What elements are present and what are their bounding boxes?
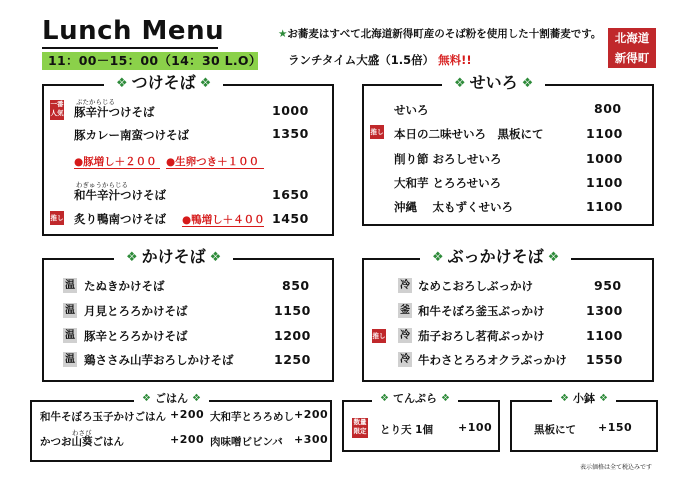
star-icon: ★ (278, 28, 288, 40)
menu-item-name: 茄子おろし茗荷ぶっかけ (418, 329, 545, 343)
hot-badge: 温 (65, 354, 75, 365)
menu-item-name: 炙り鴨南つけそば (74, 212, 166, 226)
tax-footnote: 表示価格は全て税込みです (579, 464, 652, 471)
cold-badge: 冷 (400, 280, 410, 291)
menu-item-price: 1100 (586, 126, 623, 141)
menu-item-price: 850 (282, 278, 310, 293)
menu-item-price: 950 (594, 278, 622, 293)
gohan-title: ごはん (154, 392, 188, 405)
menu-item-price: 1200 (274, 328, 311, 343)
diamond-cluster-icon: ❖ (454, 75, 466, 91)
cold-badge: 冷 (400, 354, 410, 365)
menu-item-price: 1150 (274, 303, 311, 318)
limited-badge: 数量 限定 (352, 418, 368, 438)
option-pork-extra: ●豚増し＋２００ (74, 156, 157, 168)
menu-item-name: とり天 1個 (380, 424, 433, 436)
diamond-cluster-icon: ❖ (209, 249, 222, 265)
menu-item-price: +200 (170, 433, 205, 446)
option-duck-extra: ●鴨増し＋４００ (182, 214, 265, 226)
menu-item-price: 1100 (586, 328, 623, 343)
region-badge (608, 28, 656, 68)
kakesoba-header (114, 246, 233, 269)
opening-hours: 11：00－15：00（14：30 L.O） (42, 52, 258, 70)
item-ruby: わぎゅうからじる (76, 181, 128, 189)
seiro-title: せいろ (469, 73, 518, 92)
menu-item-price: 1000 (272, 103, 309, 118)
free-label: 無料!! (438, 53, 472, 67)
soba-note-text: お蕎麦はすべて北海道新得町産のそば粉を使用した十割蕎麦です。 (287, 28, 602, 40)
menu-item-price: 1300 (586, 303, 623, 318)
bukkake-title: ぶっかけそば (447, 247, 544, 266)
soba-note (278, 26, 601, 41)
menu-item-name: 和牛そぼろ玉子かけごはん (40, 411, 166, 423)
menu-item-price: +200 (294, 408, 329, 421)
page-title: Lunch Menu (42, 16, 225, 46)
menu-item-price: +150 (598, 421, 633, 434)
diamond-cluster-icon: ❖ (142, 393, 151, 404)
diamond-cluster-icon: ❖ (191, 393, 201, 404)
menu-item-price: 1550 (586, 352, 623, 367)
menu-item-price: +200 (170, 408, 205, 421)
recommend-badge: 推し (372, 329, 386, 343)
menu-item-price: 1000 (586, 151, 623, 166)
diamond-cluster-icon: ❖ (380, 393, 389, 404)
diamond-cluster-icon: ❖ (560, 393, 569, 404)
option-raw-egg: ●生卵つき＋１００ (166, 156, 260, 168)
recommend-badge: 推し (50, 211, 64, 225)
title-underline (42, 47, 218, 49)
hot-badge: 温 (65, 305, 75, 316)
menu-item-name: 黒板にて (534, 424, 576, 436)
menu-item-price: 1350 (272, 126, 309, 141)
menu-item-price: 1250 (274, 352, 311, 367)
region-line2: 新得町 (614, 51, 650, 65)
menu-item-name: かつお山葵ごはん (40, 436, 124, 448)
seiro-header (442, 72, 545, 95)
menu-item-name: 豚辛とろろかけそば (84, 329, 188, 343)
menu-item-name: 和牛辛汁つけそば (74, 188, 166, 202)
tempura-title: てんぷら (392, 392, 437, 405)
kobachi-section (510, 400, 658, 452)
region-line1: 北海道 (614, 31, 650, 45)
item-ruby: ぶたからじる (76, 98, 115, 106)
kakesoba-title: かけそば (141, 247, 206, 266)
tempura-header (372, 391, 458, 407)
menu-item-price: 1450 (272, 211, 309, 226)
menu-item-name: なめこおろしぶっかけ (418, 279, 533, 293)
menu-item-name: せいろ (394, 103, 429, 117)
menu-item-name: 牛わさとろろオクラぶっかけ (418, 353, 567, 367)
menu-item-price: 800 (594, 101, 622, 116)
diamond-cluster-icon: ❖ (521, 75, 534, 91)
option-underline (182, 226, 264, 227)
menu-item-price: 1100 (586, 175, 623, 190)
menu-item-name: 削り節 おろしせいろ (394, 152, 502, 166)
cold-badge: 冷 (400, 330, 410, 341)
diamond-cluster-icon: ❖ (598, 393, 608, 404)
popular-badge: 一番 人気 (50, 100, 64, 120)
diamond-cluster-icon: ❖ (199, 75, 212, 91)
menu-item-name: 和牛そぼろ釜玉ぶっかけ (418, 304, 545, 318)
option-underline (74, 168, 160, 169)
menu-item-name: 沖縄 太もずくせいろ (394, 200, 514, 214)
tsukesoba-title: つけそば (131, 73, 196, 92)
item-ruby: わさび (72, 429, 92, 437)
menu-item-price: 1100 (586, 199, 623, 214)
menu-item-name: 鶏ささみ山芋おろしかけそば (84, 353, 234, 367)
menu-item-name: たぬきかけそば (84, 279, 165, 293)
lunch-large-portion-text: ランチタイム大盛（1.5倍） (288, 53, 435, 67)
menu-item-name: 肉味噌ビビンバ (210, 436, 283, 448)
hot-badge: 温 (65, 330, 75, 341)
recommend-badge: 推し (370, 125, 384, 139)
tsukesoba-header (104, 72, 223, 95)
menu-item-price: 1650 (272, 187, 309, 202)
menu-item-name: 豚辛汁つけそば (74, 105, 155, 119)
option-underline (166, 168, 264, 169)
menu-item-price: +300 (294, 433, 329, 446)
diamond-cluster-icon: ❖ (116, 75, 128, 91)
diamond-cluster-icon: ❖ (547, 249, 560, 265)
diamond-cluster-icon: ❖ (126, 249, 138, 265)
kobachi-title: 小鉢 (572, 392, 595, 405)
gohan-header (134, 391, 209, 407)
menu-item-name: 月見とろろかけそば (84, 304, 188, 318)
bukkake-header (420, 246, 571, 269)
menu-item-price: +100 (458, 421, 493, 434)
diamond-cluster-icon: ❖ (432, 249, 444, 265)
menu-item-name: 豚カレー南蛮つけそば (74, 128, 189, 142)
diamond-cluster-icon: ❖ (440, 393, 450, 404)
lunch-large-portion (288, 52, 472, 68)
hot-badge: 温 (65, 280, 75, 291)
menu-item-name: 大和芋 とろろせいろ (394, 176, 502, 190)
menu-item-name: 本日の二味せいろ 黒板にて (394, 127, 544, 141)
menu-item-name: 大和芋とろろめし (210, 411, 294, 423)
kama-badge: 釜 (400, 305, 410, 316)
kobachi-header (552, 391, 616, 407)
